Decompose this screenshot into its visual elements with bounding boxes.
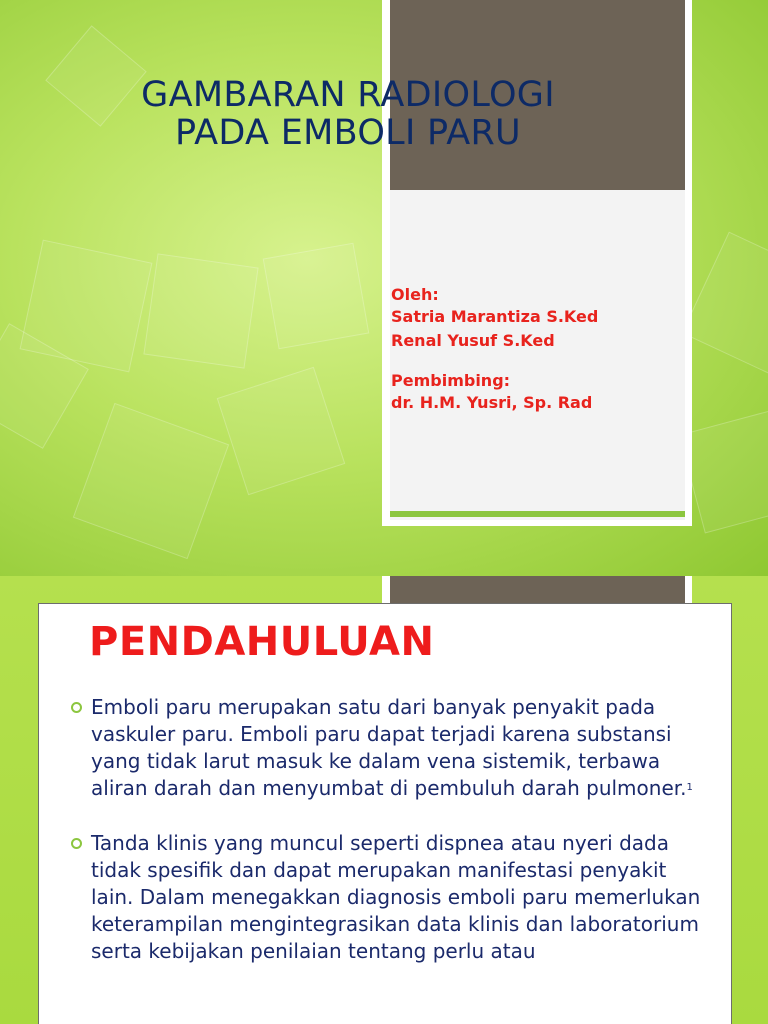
section-heading: PENDAHULUAN [89, 619, 435, 665]
slide-title-line2: PADA EMBOLI PARU [175, 113, 521, 153]
author-name: Satria Marantiza S.Ked [391, 307, 599, 326]
circle-bullet-icon [71, 702, 82, 713]
bullet-text: Emboli paru merupakan satu dari banyak penyakit pada vaskuler paru. Emboli paru dapat terjadi karena substansi yang tidak larut masuk ke dalam vena sistemik, terbawa aliran darah dan menyumbat di pembuluh darah pulmoner. [91, 695, 687, 800]
content-card [38, 603, 732, 1024]
content-slide [0, 576, 768, 1024]
slide-title-line1: GAMBARAN RADIOLOGI [141, 75, 555, 115]
list-item [71, 830, 701, 965]
author-block [391, 284, 598, 414]
decorative-shape [143, 253, 258, 368]
panel-accent-bar [390, 511, 685, 517]
supervisor-name: dr. H.M. Yusri, Sp. Rad [391, 393, 593, 412]
slide-title [40, 76, 656, 152]
decorative-shape [217, 367, 346, 496]
decorative-shape [73, 403, 229, 559]
bullet-list [71, 694, 701, 993]
reference-number: 1 [686, 782, 693, 793]
decorative-shape [263, 243, 370, 350]
bullet-text: Tanda klinis yang muncul seperti dispnea atau nyeri dada tidak spesifik dan dapat merupakan manifestasi penyakit lain. Dalam menegakkan diagnosis emboli paru memerlukan keterampilan mengintegrasikan data klinis dan laboratorium serta kebijakan penilaian tentang perlu atau [91, 831, 701, 963]
pembimbing-label: Pembimbing: [391, 371, 511, 390]
circle-bullet-icon [71, 838, 82, 849]
decorative-shape [20, 240, 153, 373]
author-name: Renal Yusuf S.Ked [391, 331, 555, 350]
decorative-shape [682, 232, 768, 381]
oleh-label: Oleh: [391, 285, 439, 304]
list-item [71, 694, 701, 802]
